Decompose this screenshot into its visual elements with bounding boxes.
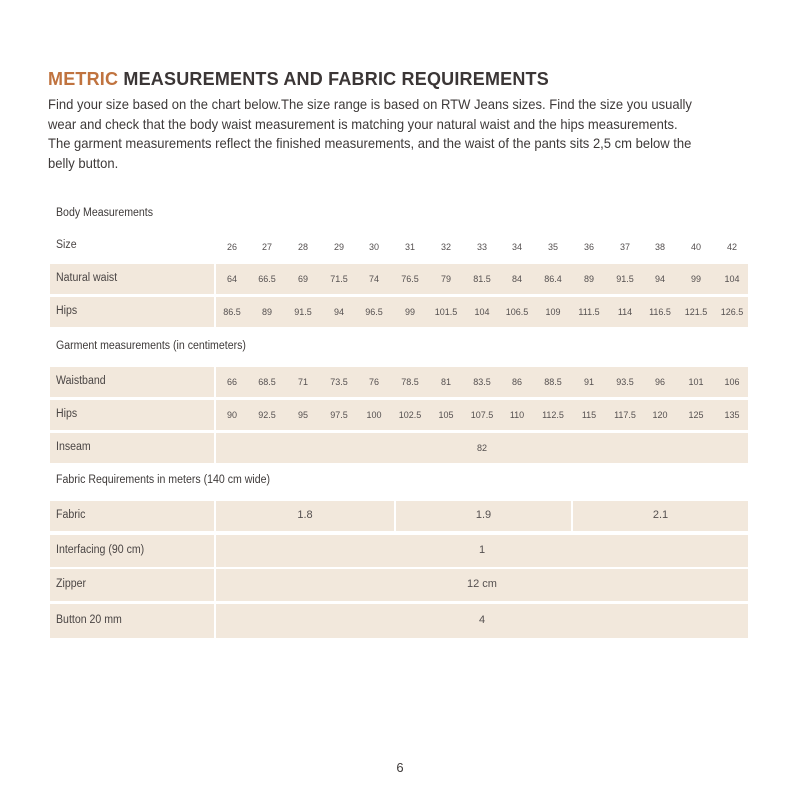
value-cell: 96.5 (365, 307, 383, 317)
value-cell: 81.5 (473, 274, 491, 284)
value-cell: 89 (261, 307, 272, 317)
value-cell: 33 (476, 242, 487, 252)
section-title-body: Body Measurements (56, 207, 154, 219)
row-label-fabric: Fabric (56, 509, 86, 521)
value-cell: 121.5 (684, 307, 708, 317)
value-cell: 135 (724, 410, 740, 420)
row-label-interfacing: Interfacing (90 cm) (56, 544, 145, 556)
zipper-value: 12 cm (467, 578, 497, 590)
row-label-garment-hips: Hips (56, 408, 78, 420)
fabric-value-1: 1.8 (297, 509, 313, 521)
value-cell: 99 (404, 307, 415, 317)
row-label-zipper: Zipper (56, 578, 87, 590)
value-cell: 74 (368, 274, 379, 284)
value-cell: 95 (297, 410, 308, 420)
heading-accent: METRIC (48, 69, 119, 89)
value-cell: 64 (226, 274, 237, 284)
heading-rest: MEASUREMENTS AND FABRIC REQUIREMENTS (118, 69, 549, 89)
value-cell: 90 (226, 410, 237, 420)
value-cell: 94 (654, 274, 665, 284)
value-cell: 100 (366, 410, 382, 420)
value-cell: 76.5 (401, 274, 419, 284)
value-cell: 32 (440, 242, 451, 252)
value-cell: 78.5 (401, 377, 419, 387)
value-cell: 102.5 (398, 410, 422, 420)
value-cell: 66 (226, 377, 237, 387)
value-cell: 88.5 (544, 377, 562, 387)
value-cell: 30 (368, 242, 379, 252)
value-cell: 81 (440, 377, 451, 387)
fabric-value-2: 1.9 (475, 509, 492, 521)
value-cell: 97.5 (330, 410, 348, 420)
value-cell: 94 (333, 307, 344, 317)
label-separator (214, 264, 216, 327)
value-cell: 116.5 (649, 307, 671, 317)
value-cell: 71 (297, 377, 308, 387)
intro-text (48, 95, 710, 173)
section-title-fabric: Fabric Requirements in meters (140 cm wide) (56, 474, 271, 486)
page-number: 6 (396, 760, 404, 775)
value-cell: 31 (404, 242, 415, 252)
value-cell: 36 (583, 242, 594, 252)
row-label-button: Button 20 mm (56, 614, 122, 626)
value-cell: 86.4 (544, 274, 562, 284)
value-cell: 112.5 (542, 410, 564, 420)
value-cell: 104 (724, 274, 740, 284)
value-cell: 35 (547, 242, 558, 252)
value-cell: 117.5 (614, 410, 636, 420)
value-cell: 40 (690, 242, 701, 252)
size-label: Size (56, 239, 77, 251)
value-cell: 107.5 (470, 410, 494, 420)
value-cell: 115 (581, 410, 597, 420)
page-heading (48, 69, 549, 90)
value-cell: 83.5 (473, 377, 491, 387)
value-cell: 91.5 (616, 274, 634, 284)
row-label-natural-waist: Natural waist (56, 272, 118, 284)
value-cell: 106.5 (505, 307, 529, 317)
value-cell: 28 (297, 242, 308, 252)
value-cell: 120 (652, 410, 668, 420)
value-cell: 109 (545, 307, 561, 317)
value-cell: 29 (333, 242, 344, 252)
value-cell: 92.5 (258, 410, 276, 420)
fabric-value-3: 2.1 (652, 509, 669, 521)
section-title-garment: Garment measurements (in centimeters) (56, 340, 246, 352)
intro-paragraph-2: The garment measurements reflect the finished measurements, and the waist of the pants sits 2,5 cm below the belly button. (48, 135, 692, 171)
value-cell: 68.5 (258, 377, 276, 387)
interfacing-value: 1 (478, 544, 486, 556)
value-cell: 91 (583, 377, 594, 387)
value-cell: 110 (509, 410, 525, 420)
value-cell: 126.5 (720, 307, 744, 317)
value-cell: 125 (688, 410, 704, 420)
row-label-hips: Hips (56, 305, 78, 317)
value-cell: 86.5 (223, 307, 241, 317)
value-cell: 37 (619, 242, 630, 252)
value-cell: 93.5 (616, 377, 634, 387)
value-cell: 106 (724, 377, 740, 387)
value-cell: 71.5 (330, 274, 348, 284)
value-cell: 114 (617, 307, 633, 317)
value-cell: 69 (297, 274, 308, 284)
intro-paragraph-1: Find your size based on the chart below.The size range is based on RTW Jeans sizes. Find the size you usually wear and check that the body waist measurement is matching your natural waist and the hips measurements. (48, 96, 692, 132)
value-cell: 79 (440, 274, 451, 284)
value-cell: 101 (688, 377, 704, 387)
value-cell: 86 (511, 377, 522, 387)
row-label-inseam: Inseam (56, 441, 91, 453)
value-cell: 104 (474, 307, 490, 317)
row-label-waistband: Waistband (56, 375, 106, 387)
value-cell: 73.5 (330, 377, 348, 387)
value-cell: 42 (726, 242, 737, 252)
button-value: 4 (478, 614, 486, 626)
value-cell: 27 (261, 242, 272, 252)
value-cell: 101.5 (434, 307, 458, 317)
value-cell: 26 (226, 242, 237, 252)
value-cell: 99 (690, 274, 701, 284)
value-cell: 89 (583, 274, 594, 284)
value-cell: 91.5 (294, 307, 312, 317)
value-cell: 34 (511, 242, 522, 252)
value-cell: 66.5 (258, 274, 276, 284)
value-cell: 111.5 (578, 307, 600, 317)
value-cell: 105 (438, 410, 454, 420)
inseam-value: 82 (476, 443, 487, 453)
value-cell: 96 (654, 377, 665, 387)
value-cell: 76 (368, 377, 379, 387)
value-cell: 84 (511, 274, 522, 284)
value-cell: 38 (654, 242, 665, 252)
